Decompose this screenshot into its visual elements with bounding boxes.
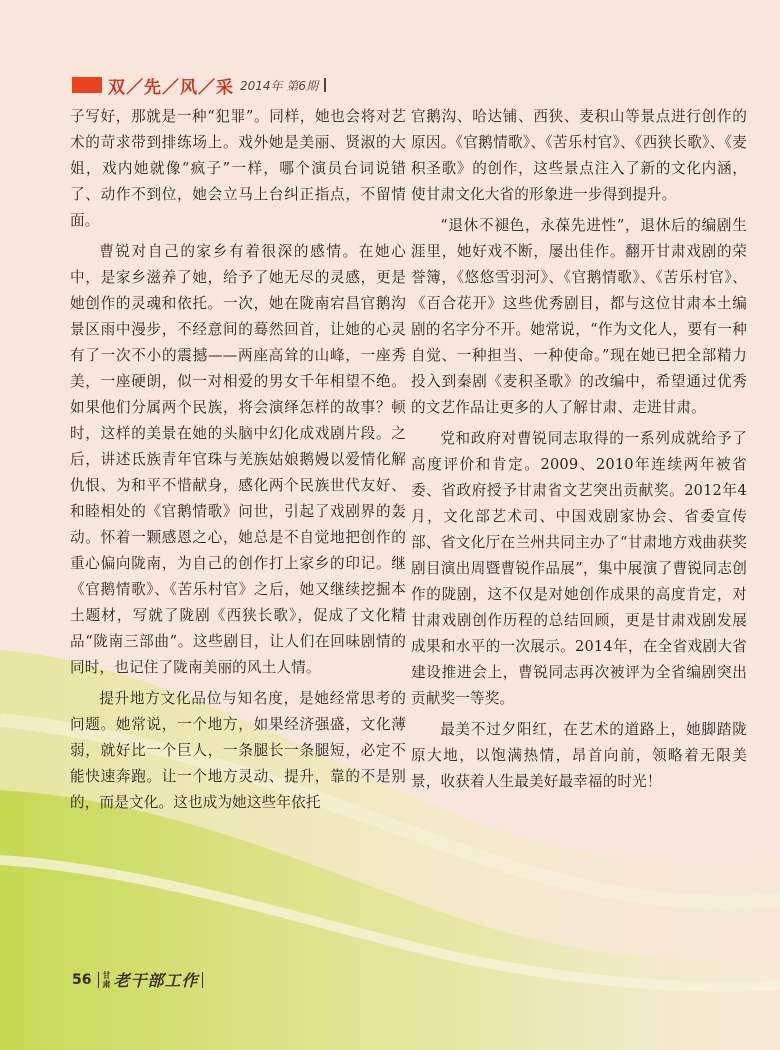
left-column — [70, 104, 406, 816]
page-footer — [72, 968, 206, 991]
paragraph: 党和政府对曹锐同志取得的一系列成就给予了高度评价和肯定。2009、2010年连续两年被省委、省政府授予甘肃省文艺突出贡献奖。2012年4月，文化部艺术司、中国戏剧家协会、省委宣传部、省文化厅在兰州共同主办了“甘肃地方戏曲获奖剧目演出周暨曹锐作品展”，集中展演了曹锐同志创作的陇剧，这不仅是对她创作成果的高度肯定，对甘肃戏剧创作历程的总结回顾，更是甘肃戏剧发展成果和水平的一次展示。2014年，在全省戏剧大省建设推进会上，曹锐同志再次被评为全省编剧突出贡献奖一等奖。 — [411, 430, 747, 707]
paragraph: 提升地方文化品位与知名度，是她经常思考的问题。她常说，一个地方，如果经济强盛，文化薄弱，就好比一个巨人，一条腿长一条腿短，必定不能快速奔跑。让一个地方灵动、提升，靠的不是别的，而是文化。这也成为她这些年依托 — [70, 690, 406, 811]
magazine-name: 老干部工作 — [113, 971, 199, 990]
right-column — [411, 104, 747, 795]
paragraph: “退休不褪色，永葆先进性”，退休后的编剧生涯里，她好戏不断，屡出佳作。翻开甘肃戏剧的荣誉簿，《悠悠雪羽河》、《官鹅情歌》、《苦乐村官》、《百合花开》这些优秀剧目，都与这位甘肃本土编剧的名字分不开。她常说，“作为文化人，要有一种自觉、一种担当、一种使命。”现在她已把全部精力投入到秦剧《麦积圣歌》的改编中，希望通过优秀的文艺作品让更多的人了解甘肃、走进甘肃。 — [411, 217, 747, 416]
header-accent-block — [72, 77, 102, 93]
section-title: 双／先／风／采 — [108, 77, 234, 98]
magazine-prefix — [102, 971, 110, 989]
paragraph: 曹锐对自己的家乡有着很深的感情。在她心中，是家乡滋养了她，给予了她无尽的灵感，更是她创作的灵魂和依托。一次，她在陇南宕昌官鹅沟景区雨中漫步，不经意间的蓦然回首，让她的心灵有了一次不小的震撼——两座高耸的山峰，一座秀美，一座硬朗，似一对相爱的男女千年相望不绝。如果他们分属两个民族，将会演绎怎样的故事？顿时，这样的美景在她的头脑中幻化成戏剧片段。之后，讲述氐族青年官珠与羌族姑娘鹅嫚以爱情化解仇恨、为和平不惜献身，感化两个民族世代友好、和睦相处的《官鹅情歌》问世，引起了戏剧界的轰动。怀着一颗感恩之心，她总是不自觉地把创作的重心偏向陇南，为自己的创作打上家乡的印记。继《官鹅情歌》、《苦乐村官》之后，她又继续挖掘本土题材，写就了陇剧《西狭长歌》，促成了文化精品“陇南三部曲”。这些剧目，让人们在回味剧情的同时，也记住了陇南美丽的风土人情。 — [70, 243, 406, 676]
magazine-prefix-bottom: 肃 — [102, 978, 111, 989]
paragraph: 子写好，那就是一种“犯罪”。同样，她也会将对艺术的苛求带到排练场上。戏外她是美丽、贤淑的大姐，戏内她就像“疯子”一样，哪个演员台词说错了、动作不到位，她会立马上台纠正指点，不留情面。 — [70, 108, 406, 229]
issue-label: 2014年 第6期 — [240, 78, 318, 93]
magazine-prefix-top: 甘 — [102, 969, 111, 980]
paragraph: 官鹅沟、哈达铺、西狭、麦积山等景点进行创作的原因。《官鹅情歌》、《苦乐村官》、《西狭长歌》、《麦积圣歌》的创作，这些景点注入了新的文化内涵，使甘肃文化大省的形象进一步得到提升。 — [411, 108, 747, 203]
footer-divider — [98, 972, 99, 988]
header-divider — [324, 78, 326, 92]
page-number: 56 — [72, 971, 92, 988]
page-header — [72, 74, 326, 96]
paragraph: 最美不过夕阳红，在艺术的道路上，她脚踏陇原大地，以饱满热情，昂首向前，领略着无限美景，收获着人生最美好最幸福的时光！ — [411, 721, 747, 790]
footer-divider-end — [202, 972, 203, 988]
